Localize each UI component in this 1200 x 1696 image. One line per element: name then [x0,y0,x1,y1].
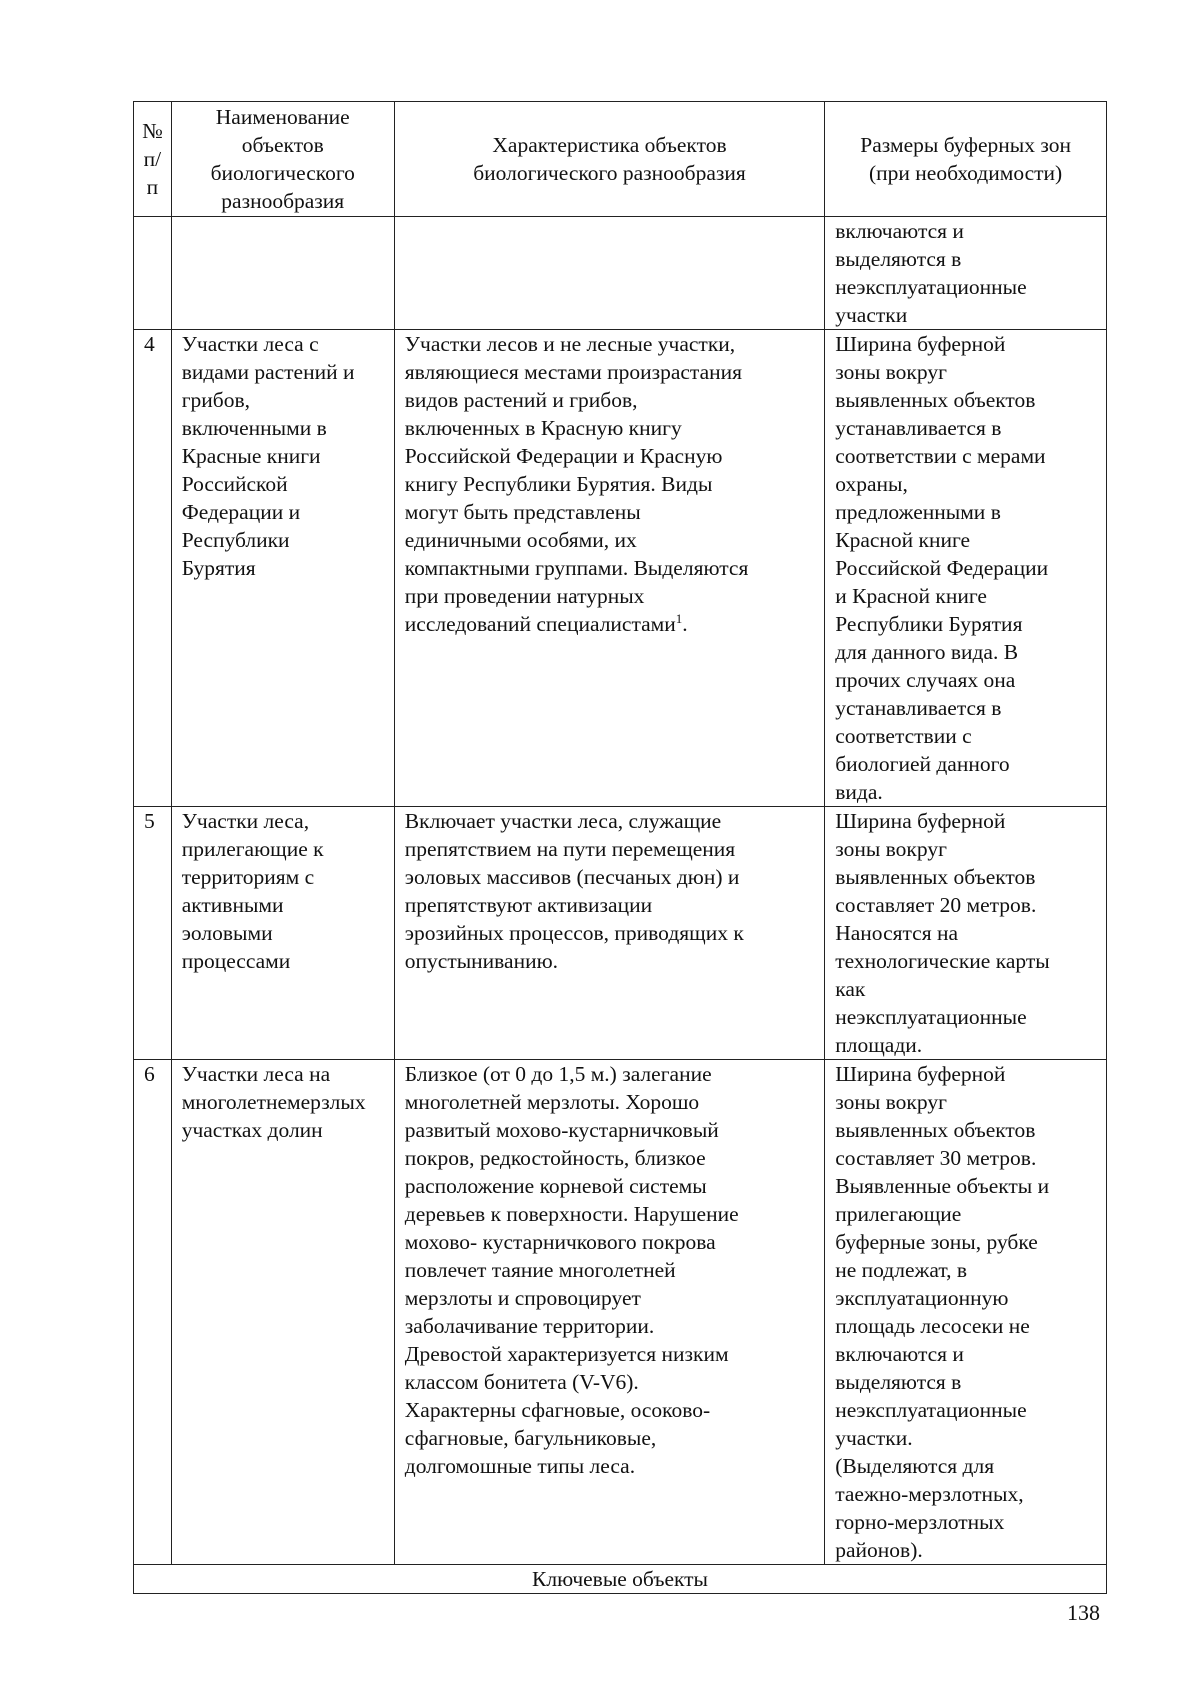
table-row [134,330,1107,807]
cell-object-name [171,217,394,330]
cell-object-name: Участки леса с видами растений и грибов, включенными в Красные книги Российской Федерации и Республики Бурятия [171,330,394,807]
header-buffer-zone: Размеры буферных зон (при необходимости) [825,102,1107,217]
table-section-row [134,1565,1107,1594]
table-row-continuation [134,217,1107,330]
cell-characteristic [394,217,824,330]
cell-number: 5 [134,807,172,1060]
table-row [134,807,1107,1060]
header-characteristic: Характеристика объектов биологического разнообразия [394,102,824,217]
cell-buffer-zone: Ширина буферной зоны вокруг выявленных объектов составляет 30 метров. Выявленные объекты и прилегающие буферные зоны, рубке не подлежат, в эксплуатационную площадь лесосеки не включаются и выделяются в неэксплуатационные участки. (Выделяются для таежно-мерзлотных, горно-мерзлотных районов). [825,1060,1107,1565]
cell-characteristic: Близкое (от 0 до 1,5 м.) залегание многолетней мерзлоты. Хорошо развитый мохово-кустарничковый покров, редкостойность, близкое расположение корневой системы деревьев к поверхности. Нарушение мохово- кустарничкового покрова повлечет таяние многолетней мерзлоты и спровоцирует заболачивание территории. Древостой характеризуется низким классом бонитета (V-V6). Характерны сфагновые, осоково- сфагновые, багульниковые, долгомошные типы леса. [394,1060,824,1565]
cell-number: 6 [134,1060,172,1565]
cell-number [134,217,172,330]
cell-characteristic [394,330,824,807]
footnote-mark[interactable]: 1 [675,611,683,626]
cell-object-name: Участки леса, прилегающие к территориям с активными эоловыми процессами [171,807,394,1060]
cell-buffer-zone: включаются и выделяются в неэксплуатационные участки [825,217,1107,330]
header-object-name: Наименование объектов биологического разнообразия [171,102,394,217]
cell-object-name: Участки леса на многолетнемерзлых участках долин [171,1060,394,1565]
table-row [134,1060,1107,1565]
biodiversity-objects-table [133,101,1107,1594]
characteristic-end: . [682,612,688,636]
cell-buffer-zone: Ширина буферной зоны вокруг выявленных объектов составляет 20 метров. Наносятся на технологические карты как неэксплуатационные площади. [825,807,1107,1060]
cell-buffer-zone: Ширина буферной зоны вокруг выявленных объектов устанавливается в соответствии с мерами охраны, предложенными в Красной книге Российской Федерации и Красной книге Республики Бурятия для данного вида. В прочих случаях она устанавливается в соответствии с биологией данного вида. [825,330,1107,807]
table-header-row [134,102,1107,217]
section-title-key-objects: Ключевые объекты [134,1565,1107,1594]
cell-number: 4 [134,330,172,807]
page-number: 138 [1067,1600,1100,1625]
characteristic-text: Участки лесов и не лесные участки, являющиеся местами произрастания видов растений и грибов, включенных в Красную книгу Российской Федерации и Красную книгу Республики Бурятия. Виды могут быть представлены единичными особями, их компактными группами. Выделяются при проведении натурных исследований специалистами [404,332,749,636]
header-number: № п/п [134,102,172,217]
cell-characteristic: Включает участки леса, служащие препятствием на пути перемещения эоловых массивов (песчаных дюн) и препятствуют активизации эрозийных процессов, приводящих к опустыниванию. [394,807,824,1060]
